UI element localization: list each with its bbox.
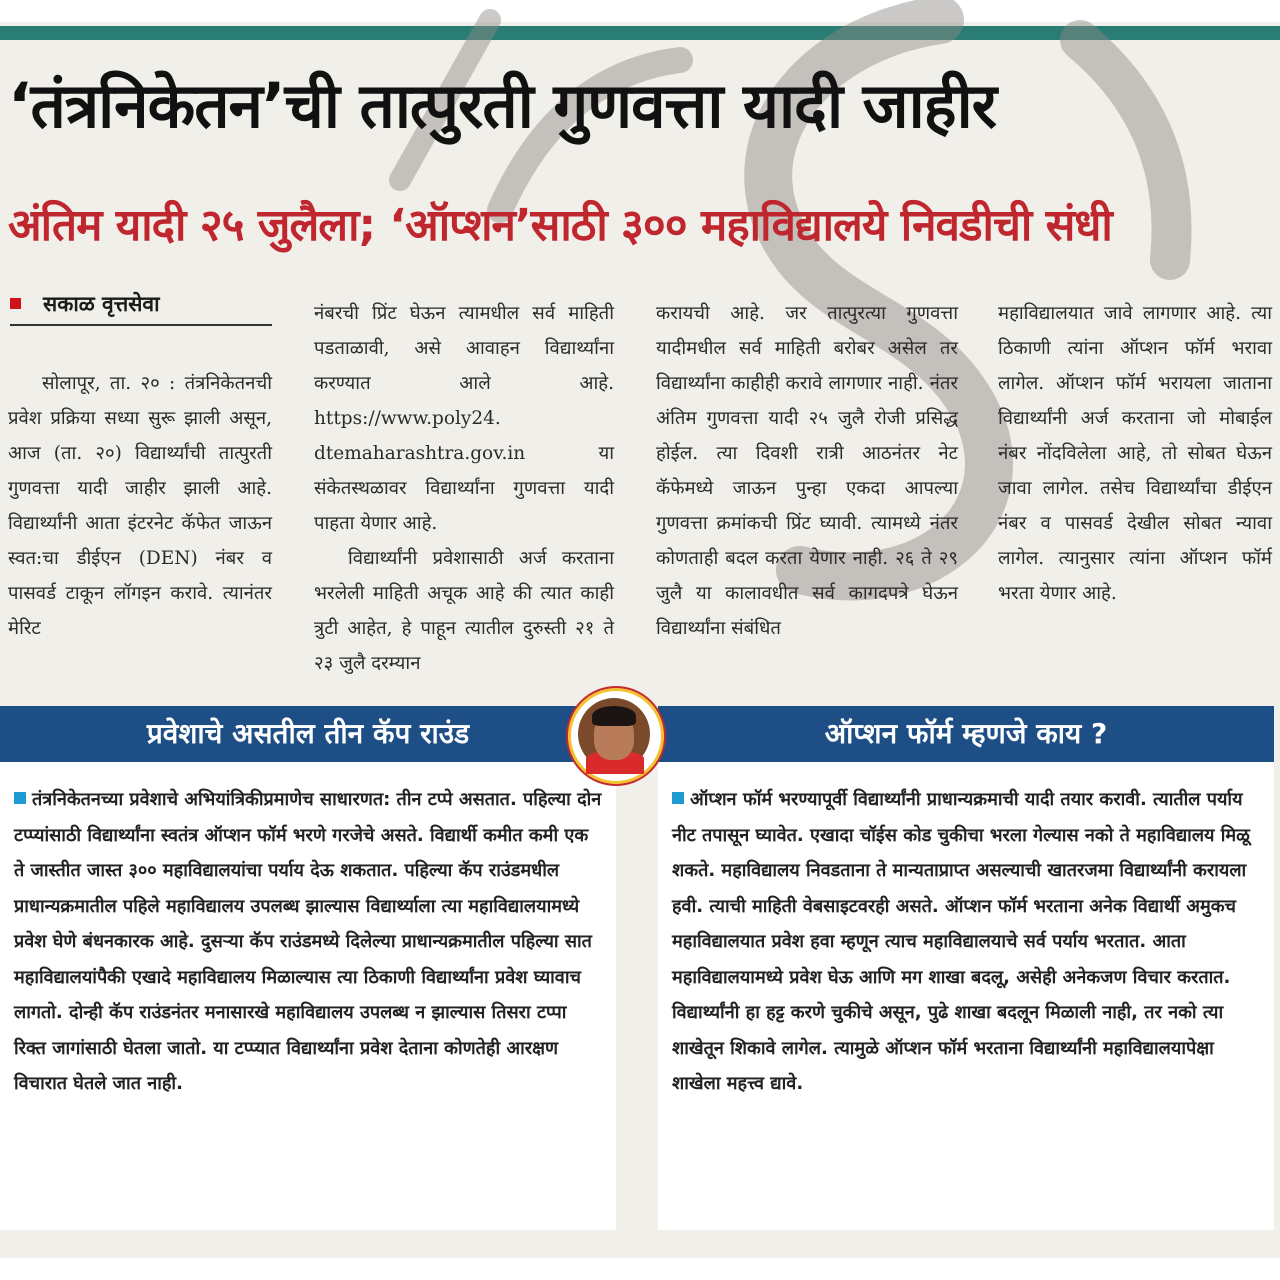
byline-marker-icon <box>10 298 21 309</box>
info-box-body <box>658 762 1274 1102</box>
top-rule-bar <box>0 26 1280 40</box>
bullet-square-icon <box>14 792 26 804</box>
headline: ‘तंत्रनिकेतन’ची तात्पुरती गुणवत्ता यादी जाहीर <box>8 69 997 142</box>
bullet-square-icon <box>672 792 684 804</box>
article-column-1 <box>8 366 272 646</box>
article-column-4 <box>998 296 1272 611</box>
subheadline: अंतिम यादी २५ जुलैला; ‘ऑप्शन’साठी ३०० महाविद्यालये निवडीची संधी <box>8 200 1112 251</box>
article-paragraph: सोलापूर, ता. २० : तंत्रनिकेतनची प्रवेश प्रक्रिया सध्या सुरू झाली असून, आज (ता. २०) विद्यार्थ्यांची तात्पुरती गुणवत्ता यादी जाहीर झाली आहे. विद्यार्थ्यांनी आता इंटरनेट कॅफेत जाऊन स्वत:चा डीईएन (DEN) नंबर व पासवर्ड टाकून लॉगइन करावे. त्यानंतर मेरिट <box>8 373 272 639</box>
article-paragraph: महाविद्यालयात जावे लागणार आहे. त्या ठिकाणी त्यांना ऑप्शन फॉर्म भरावा लागेल. ऑप्शन फॉर्म भरायला जाताना विद्यार्थ्यांनी अर्ज करताना जो मोबाईल नंबर नोंदविलेला आहे, तो सोबत घेऊन जावा लागेल. तसेच विद्यार्थ्यांचा डीईएन नंबर व पासवर्ड देखील सोबत न्यावा लागेल. त्यानुसार त्यांना ऑप्शन फॉर्म भरता येणार आहे. <box>998 303 1272 604</box>
info-box-title: ऑप्शन फॉर्म म्हणजे काय ? <box>658 706 1274 762</box>
info-box-text: तंत्रनिकेतनच्या प्रवेशाचे अभियांत्रिकीप्रमाणेच साधारणत: तीन टप्पे असतात. पहिल्या दोन टप्प्यांसाठी विद्यार्थ्यांना स्वतंत्र ऑप्शन फॉर्म भरणे गरजेचे असते. विद्यार्थी कमीत कमी एक ते जास्तीत जास्त ३०० महाविद्यालयांचा पर्याय देऊ शकतात. पहिल्या कॅप राउंडमधील प्राधान्यक्रमातील पहिले महाविद्यालय उपलब्ध झाल्यास विद्यार्थ्याला त्या महाविद्यालयामध्ये प्रवेश घेणे बंधनकारक आहे. दुसऱ्या कॅप राउंडमध्ये दिलेल्या प्राधान्यक्रमातील पहिल्या सात महाविद्यालयांपैकी एखादे महाविद्यालय मिळाल्यास त्या ठिकाणी विद्यार्थ्यांना प्रवेश घ्यावाच लागतो. दोन्ही कॅप राउंडनंतर मनासारखे महाविद्यालय उपलब्ध न झाल्यास तिसरा टप्पा रिक्त जागांसाठी घेतला जातो. या टप्प्यात विद्यार्थ्यांना प्रवेश देताना कोणतेही आरक्षण विचारात घेतले जात नाही. <box>14 789 602 1094</box>
author-photo-badge <box>566 686 666 786</box>
info-box-text: ऑप्शन फॉर्म भरण्यापूर्वी विद्यार्थ्यांनी प्राधान्यक्रमाची यादी तयार करावी. त्यातील पर्याय नीट तपासून घ्यावेत. एखादा चॉईस कोड चुकीचा भरला गेल्यास नको ते महाविद्यालय मिळू शकते. महाविद्यालय निवडताना ते मान्यताप्राप्त असल्याची खातरजमा विद्यार्थ्यांनी करायला हवी. त्याची माहिती वेबसाइटवरही असते. ऑप्शन फॉर्म भरताना अनेक विद्यार्थी अमुकच महाविद्यालयात प्रवेश हवा म्हणून त्याच महाविद्यालयाचे सर्व पर्याय भरतात. आता महाविद्यालयामध्ये प्रवेश घेऊ आणि मग शाखा बदलू, असेही अनेकजण विचार करतात. विद्यार्थ्यांनी हा हट्ट करणे चुकीचे असून, पुढे शाखा बदलून मिळाली नाही, तर नको त्या शाखेतून शिकावे लागेल. त्यामुळे ऑप्शन फॉर्म भरताना विद्यार्थ्यांनी महाविद्यालयापेक्षा शाखेला महत्त्व द्यावे. <box>672 789 1250 1094</box>
info-box-title: प्रवेशाचे असतील तीन कॅप राउंड <box>0 706 616 762</box>
article-paragraph: विद्यार्थ्यांनी प्रवेशासाठी अर्ज करताना भरलेली माहिती अचूक आहे की त्यात काही त्रुटी आहेत, हे पाहून त्यातील दुरुस्ती २१ ते २३ जुलै दरम्यान <box>314 548 614 674</box>
badge-photo-hair <box>592 706 636 726</box>
article-column-3 <box>656 296 958 646</box>
info-box-cap-rounds <box>0 706 616 1230</box>
byline <box>10 290 272 326</box>
article-paragraph: नंबरची प्रिंट घेऊन त्यामधील सर्व माहिती पडताळावी, असे आवाहन विद्यार्थ्यांना करण्यात आले आहे. https://www.poly24. dtemaharashtra.gov.in या संकेतस्थळावर विद्यार्थ्यांना गुणवत्ता यादी पाहता येणार आहे. <box>314 303 614 534</box>
info-box-option-form <box>658 706 1274 1230</box>
byline-text: सकाळ वृत्तसेवा <box>43 292 160 316</box>
article-paragraph: करायची आहे. जर तात्पुरत्या गुणवत्ता यादीमधील सर्व माहिती बरोबर असेल तर विद्यार्थ्यांना काहीही करावे लागणार नाही. नंतर अंतिम गुणवत्ता यादी २५ जुलै रोजी प्रसिद्ध होईल. त्या दिवशी रात्री आठनंतर नेट कॅफेमध्ये जाऊन पुन्हा एकदा आपल्या गुणवत्ता क्रमांकची प्रिंट घ्यावी. त्यामध्ये नंतर कोणताही बदल करता येणार नाही. २६ ते २९ जुलै या कालावधीत सर्व कागदपत्रे घेऊन विद्यार्थ्यांना संबंधित <box>656 303 958 639</box>
info-box-body <box>0 762 616 1102</box>
article-column-2 <box>314 296 614 681</box>
